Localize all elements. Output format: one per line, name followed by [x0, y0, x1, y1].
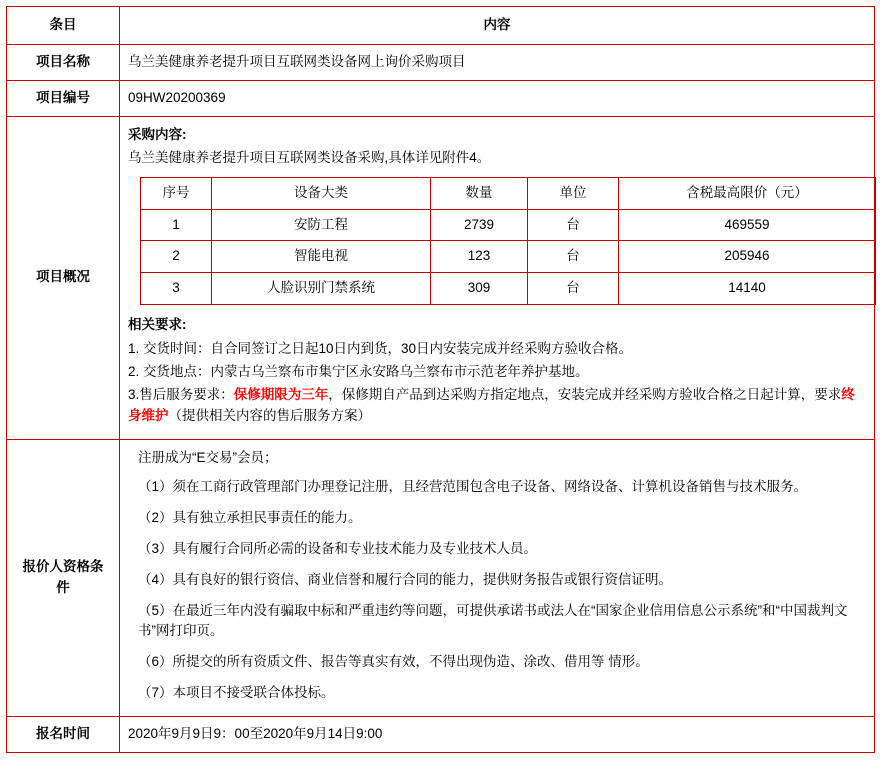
equipment-header-category: 设备大类: [212, 177, 431, 209]
label-project-overview: 项目概况: [7, 116, 120, 439]
equipment-cell-unit: 台: [528, 273, 619, 305]
equipment-cell-category: 智能电视: [212, 241, 431, 273]
equipment-cell-quantity: 2739: [431, 209, 528, 241]
equipment-cell-unit: 台: [528, 241, 619, 273]
requirement-delivery-time: 1. 交货时间：自合同签订之日起10日内到货，30日内安装完成并经采购方验收合格。: [128, 341, 633, 357]
requirement-warranty-highlight: 保修期限为三年: [233, 387, 329, 403]
equipment-table: [140, 177, 876, 306]
label-project-name: 项目名称: [7, 44, 120, 80]
equipment-header-no: 序号: [141, 177, 212, 209]
value-project-name: 乌兰美健康养老提升项目互联网类设备网上询价采购项目: [120, 44, 875, 80]
value-project-overview: [120, 116, 875, 439]
table-row: [141, 209, 876, 241]
table-row-project-name: [7, 44, 875, 80]
table-row: [141, 241, 876, 273]
qualification-item-1: （1）须在工商行政管理部门办理登记注册，且经营范围包含电子设备、网络设备、计算机设备销售与技术服务。: [138, 478, 808, 494]
table-row-overview: [7, 116, 875, 439]
qualification-item-7: （7）本项目不接受联合体投标。: [138, 685, 335, 701]
equipment-cell-quantity: 309: [431, 273, 528, 305]
requirements-heading: 相关要求:: [128, 317, 187, 333]
value-project-number: 09HW20200369: [120, 80, 875, 116]
equipment-cell-no: 1: [141, 209, 212, 241]
qualification-item-2: （2）具有独立承担民事责任的能力。: [138, 509, 362, 525]
requirement-lifetime-maintenance-highlight: 终身维护: [128, 387, 855, 423]
equipment-header-price: 含税最高限价（元）: [619, 177, 876, 209]
equipment-cell-price: 14140: [619, 273, 876, 305]
table-header-row: [7, 7, 875, 45]
label-bidder-qualification: 报价人资格条件: [7, 439, 120, 716]
value-bidder-qualification: [120, 439, 875, 716]
header-cell-content: 内容: [120, 7, 875, 45]
requirement-after-sales-label: 售后服务要求：: [139, 387, 234, 403]
equipment-cell-category: 人脸识别门禁系统: [212, 273, 431, 305]
table-row-project-number: [7, 80, 875, 116]
equipment-cell-no: 2: [141, 241, 212, 273]
purchase-content-text: 乌兰美健康养老提升项目互联网类设备采购,具体详见附件4。: [128, 149, 491, 165]
equipment-cell-category: 安防工程: [212, 209, 431, 241]
purchase-content-heading: 采购内容:: [128, 126, 187, 142]
label-signup-time: 报名时间: [7, 717, 120, 753]
table-row: [141, 273, 876, 305]
qualification-item-5: （5）在最近三年内没有骗取中标和严重违约等问题，可提供承诺书或法人在“国家企业信用信息公示系统”和“中国裁判文书”网打印页。: [138, 602, 848, 639]
qualification-intro: 注册成为“E交易”会员；: [138, 449, 278, 465]
equipment-header-unit: 单位: [528, 177, 619, 209]
value-signup-time: 2020年9月9日9：00至2020年9月14日9:00: [120, 717, 875, 753]
equipment-header-quantity: 数量: [431, 177, 528, 209]
requirement-delivery-place: 2. 交货地点：内蒙古乌兰察布市集宁区永安路乌兰察布市示范老年养护基地。: [128, 364, 589, 380]
equipment-cell-price: 469559: [619, 209, 876, 241]
table-row-signup-time: [7, 717, 875, 753]
qualification-item-3: （3）具有履行合同所必需的设备和专业技术能力及专业技术人员。: [138, 540, 538, 556]
equipment-cell-price: 205946: [619, 241, 876, 273]
requirement-after-sales: [128, 385, 866, 427]
equipment-table-header-row: [141, 177, 876, 209]
equipment-cell-unit: 台: [528, 209, 619, 241]
qualification-item-6: （6）所提交的所有资质文件、报告等真实有效，不得出现伪造、涂改、借用等 情形。: [138, 654, 649, 670]
header-cell-item: 条目: [7, 7, 120, 45]
requirement-after-sales-mid: ，保修期自产品到达采购方指定地点，安装完成并经采购方验收合格之日起计算，要求: [328, 387, 842, 403]
requirement-after-sales-tail: （提供相关内容的售后服务方案）: [168, 407, 371, 423]
requirement-after-sales-number: 3.: [128, 387, 140, 403]
equipment-cell-no: 3: [141, 273, 212, 305]
label-project-number: 项目编号: [7, 80, 120, 116]
qualification-item-4: （4）具有良好的银行资信、商业信誉和履行合同的能力，提供财务报告或银行资信证明。: [138, 571, 673, 587]
bid-announcement-table: [6, 6, 875, 753]
equipment-cell-quantity: 123: [431, 241, 528, 273]
table-row-qualification: [7, 439, 875, 716]
